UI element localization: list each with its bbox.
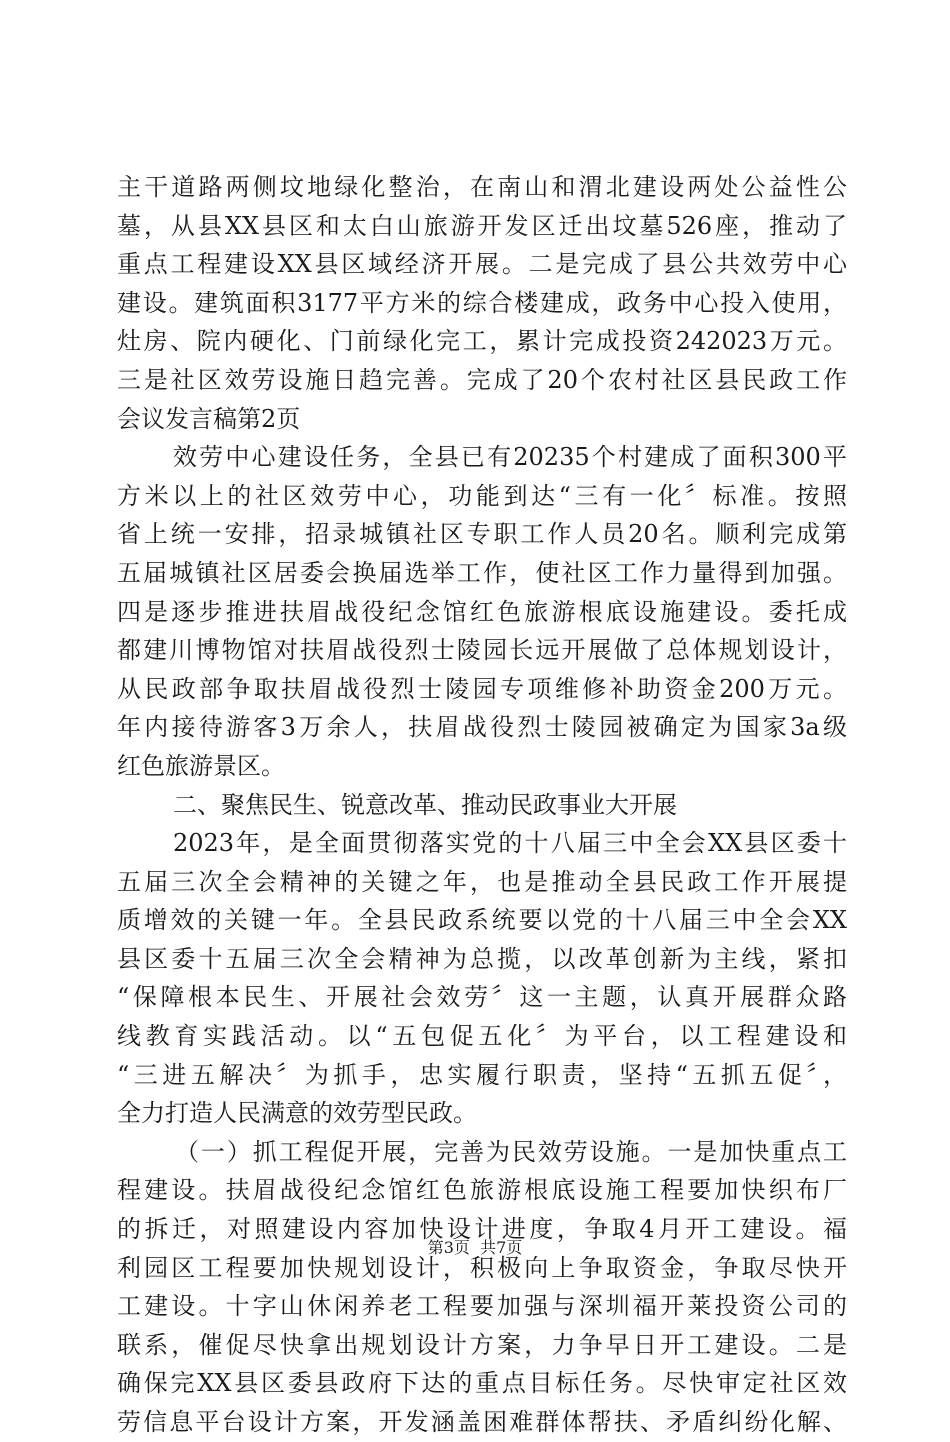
text-line: 灶房、院内硬化、门前绿化完工，累计完成投资242023万元。 bbox=[117, 327, 847, 356]
text-line: 年内接待游客3万余人，扶眉战役烈士陵园被确定为国家3a级 bbox=[117, 713, 847, 742]
text-line: 五届城镇社区居委会换届选举工作，使社区工作力量得到加强。 bbox=[117, 558, 847, 587]
text-line: 联系，催促尽快拿出规划设计方案，力争早日开工建设。二是 bbox=[117, 1330, 847, 1359]
text-line: 主干道路两侧坟地绿化整治，在南山和渭北建设两处公益性公 bbox=[117, 173, 847, 201]
text-line: 程建设。扶眉战役纪念馆红色旅游根底设施工程要加快织布厂 bbox=[117, 1176, 847, 1205]
page-number: 第3页 共7页 bbox=[427, 1238, 523, 1257]
text-line: 省上统一安排，招录城镇社区专职工作人员20名。顺利完成第 bbox=[117, 520, 847, 549]
text-line: “保障根本民生、开展社会效劳〞这一主题，认真开展群众路 bbox=[117, 983, 847, 1012]
text-line: 重点工程建设XX县区域经济开展。二是完成了县公共效劳中心 bbox=[117, 250, 847, 279]
text-line: 质增效的关键一年。全县民政系统要以党的十八届三中全会XX bbox=[117, 906, 847, 935]
text-line: “三进五解决〞为抓手，忠实履行职责，坚持“五抓五促〞， bbox=[117, 1060, 847, 1089]
text-line: 五届三次全会精神的关键之年，也是推动全县民政工作开展提 bbox=[117, 867, 847, 896]
text-line: 方米以上的社区效劳中心，功能到达“三有一化〞标准。按照 bbox=[117, 481, 847, 510]
text-line: 四是逐步推进扶眉战役纪念馆红色旅游根底设施建设。委托成 bbox=[117, 597, 847, 626]
paragraph-first-line: 2023年，是全面贯彻落实党的十八届三中全会XX县区委十 bbox=[173, 829, 847, 858]
paragraph-first-line: （一）抓工程促开展，完善为民效劳设施。一是加快重点工 bbox=[175, 1137, 847, 1166]
paragraph-first-line: 效劳中心建设任务，全县已有20235个村建成了面积300平 bbox=[173, 443, 847, 472]
text-line: 会议发言稿第2页 bbox=[117, 404, 301, 433]
text-line: 的拆迁，对照建设内容加快设计进度，争取4月开工建设。福 bbox=[117, 1215, 847, 1244]
section-heading: 二、聚焦民生、锐意改革、推动民政事业大开展 bbox=[173, 790, 677, 819]
page-footer bbox=[0, 1238, 950, 1258]
text-line: 墓，从县XX县区和太白山旅游开发区迁出坟墓526座，推动了 bbox=[117, 211, 847, 240]
text-line: 工建设。十字山休闲养老工程要加强与深圳福开莱投资公司的 bbox=[117, 1292, 847, 1321]
text-line: 都建川博物馆对扶眉战役烈士陵园长远开展做了总体规划设计， bbox=[117, 636, 847, 665]
text-line: 三是社区效劳设施日趋完善。完成了20个农村社区县民政工作 bbox=[117, 365, 847, 394]
text-line: 红色旅游景区。 bbox=[117, 751, 285, 780]
text-line: 劳信息平台设计方案，开发涵盖困难群体帮扶、矛盾纠纷化解、 bbox=[117, 1408, 847, 1436]
text-line: 利园区工程要加快规划设计，积极向上争取资金，争取尽快开 bbox=[117, 1253, 847, 1282]
text-line: 线教育实践活动。以“五包促五化〞为平台，以工程建设和 bbox=[117, 1022, 847, 1051]
text-line: 确保完XX县区委县政府下达的重点目标任务。尽快审定社区效 bbox=[117, 1369, 847, 1398]
text-line: 建设。建筑面积3177平方米的综合楼建成，政务中心投入使用， bbox=[117, 288, 847, 317]
text-line: 全力打造人民满意的效劳型民政。 bbox=[117, 1099, 477, 1128]
text-line: 县区委十五届三次全会精神为总揽，以改革创新为主线，紧扣 bbox=[117, 944, 847, 973]
text-line: 从民政部争取扶眉战役烈士陵园专项维修补助资金200万元。 bbox=[117, 674, 847, 703]
